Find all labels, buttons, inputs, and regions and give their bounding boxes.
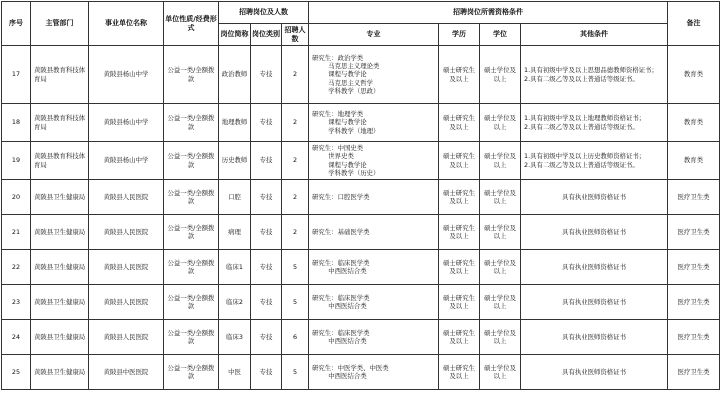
row-post-type: 专技 bbox=[251, 142, 282, 180]
row-edu: 硕士研究生及以上 bbox=[439, 215, 480, 250]
row-count: 2 bbox=[282, 142, 309, 180]
row-count: 2 bbox=[282, 180, 309, 215]
table-row bbox=[2, 180, 720, 215]
row-nature: 公益一类/全额拨款 bbox=[164, 355, 219, 390]
row-major: 研究生：基础医学类 bbox=[309, 215, 439, 250]
row-nature: 公益一类/全额拨款 bbox=[164, 104, 219, 142]
table-row bbox=[2, 320, 720, 355]
recruitment-table bbox=[1, 1, 720, 390]
row-nature: 公益一类/全额拨款 bbox=[164, 250, 219, 285]
row-seq: 21 bbox=[2, 215, 31, 250]
row-edu: 硕士研究生及以上 bbox=[439, 250, 480, 285]
row-seq: 22 bbox=[2, 250, 31, 285]
row-unit: 黄陂县人民医院 bbox=[89, 180, 164, 215]
row-dept: 黄陂县教育科技体育局 bbox=[31, 104, 89, 142]
header-nature: 单位性质/经费形式 bbox=[164, 2, 219, 46]
row-post: 临床3 bbox=[219, 320, 251, 355]
row-unit: 黄陂县人民医院 bbox=[89, 285, 164, 320]
row-post: 地理教师 bbox=[219, 104, 251, 142]
header-edu: 学历 bbox=[439, 24, 480, 46]
row-edu: 硕士研究生及以上 bbox=[439, 285, 480, 320]
row-dept: 黄陂县卫生健康局 bbox=[31, 215, 89, 250]
row-note: 医疗卫生类 bbox=[668, 355, 720, 390]
header-recruit-group: 招聘岗位及人数 bbox=[219, 2, 309, 24]
row-major: 研究生：中医学类、中医类 中西医结合类 bbox=[309, 355, 439, 390]
row-post: 政治教师 bbox=[219, 46, 251, 104]
row-unit: 黄陂县中医医院 bbox=[89, 355, 164, 390]
row-post-type: 专技 bbox=[251, 250, 282, 285]
row-note: 医疗卫生类 bbox=[668, 180, 720, 215]
row-other: 具有执业医师资格证书 bbox=[521, 180, 668, 215]
row-note: 医疗卫生类 bbox=[668, 215, 720, 250]
row-seq: 18 bbox=[2, 104, 31, 142]
row-major: 研究生：地理学类 课程与教学论 学科教学（地理） bbox=[309, 104, 439, 142]
row-post-type: 专技 bbox=[251, 104, 282, 142]
row-major: 研究生：临床医学类 中西医结合类 bbox=[309, 320, 439, 355]
row-dept: 黄陂县卫生健康局 bbox=[31, 250, 89, 285]
row-degree: 硕士学位及以上 bbox=[480, 320, 521, 355]
table-body bbox=[2, 46, 720, 390]
row-post: 口腔 bbox=[219, 180, 251, 215]
row-other: 1.具有初级中学及以上地理教师资格证书； 2.具有二级乙等及以上普通话等级证书。 bbox=[521, 104, 668, 142]
row-dept: 黄陂县教育科技体育局 bbox=[31, 46, 89, 104]
row-note: 医疗卫生类 bbox=[668, 250, 720, 285]
row-seq: 20 bbox=[2, 180, 31, 215]
row-unit: 黄陂县人民医院 bbox=[89, 215, 164, 250]
row-degree: 硕士学位及以上 bbox=[480, 142, 521, 180]
row-dept: 黄陂县卫生健康局 bbox=[31, 355, 89, 390]
row-post-type: 专技 bbox=[251, 285, 282, 320]
header-degree: 学位 bbox=[480, 24, 521, 46]
row-edu: 硕士研究生及以上 bbox=[439, 46, 480, 104]
table-row bbox=[2, 355, 720, 390]
row-nature: 公益一类/全额拨款 bbox=[164, 215, 219, 250]
row-note: 医疗卫生类 bbox=[668, 285, 720, 320]
row-nature: 公益一类/全额拨款 bbox=[164, 320, 219, 355]
row-edu: 硕士研究生及以上 bbox=[439, 104, 480, 142]
row-nature: 公益一类/全额拨款 bbox=[164, 46, 219, 104]
row-count: 5 bbox=[282, 285, 309, 320]
row-post: 历史教师 bbox=[219, 142, 251, 180]
row-dept: 黄陂县卫生健康局 bbox=[31, 320, 89, 355]
row-post-type: 专技 bbox=[251, 215, 282, 250]
row-other: 具有执业医师资格证书 bbox=[521, 285, 668, 320]
row-other: 具有执业医师资格证书 bbox=[521, 320, 668, 355]
header-dept: 主管部门 bbox=[31, 2, 89, 46]
row-edu: 硕士研究生及以上 bbox=[439, 142, 480, 180]
row-nature: 公益一类/全额拨款 bbox=[164, 285, 219, 320]
row-post: 病理 bbox=[219, 215, 251, 250]
row-edu: 硕士研究生及以上 bbox=[439, 355, 480, 390]
row-note: 教育类 bbox=[668, 46, 720, 104]
header-seq: 序号 bbox=[2, 2, 31, 46]
header-major: 专业 bbox=[309, 24, 439, 46]
row-unit: 黄陂县人民医院 bbox=[89, 250, 164, 285]
row-major: 研究生：临床医学类 中西医结合类 bbox=[309, 285, 439, 320]
row-major: 研究生：中国史类 世界史类 课程与教学论 学科教学（历史） bbox=[309, 142, 439, 180]
row-post-type: 专技 bbox=[251, 355, 282, 390]
table-row bbox=[2, 142, 720, 180]
row-nature: 公益一类/全额拨款 bbox=[164, 180, 219, 215]
row-note: 医疗卫生类 bbox=[668, 320, 720, 355]
row-post: 中医 bbox=[219, 355, 251, 390]
row-count: 6 bbox=[282, 320, 309, 355]
row-post-type: 专技 bbox=[251, 320, 282, 355]
row-dept: 黄陂县卫生健康局 bbox=[31, 285, 89, 320]
row-count: 2 bbox=[282, 215, 309, 250]
row-seq: 23 bbox=[2, 285, 31, 320]
row-other: 具有执业医师资格证书 bbox=[521, 250, 668, 285]
table-row bbox=[2, 46, 720, 104]
row-degree: 硕士学位及以上 bbox=[480, 215, 521, 250]
row-unit: 黄陂县杨山中学 bbox=[89, 46, 164, 104]
row-seq: 19 bbox=[2, 142, 31, 180]
row-count: 5 bbox=[282, 250, 309, 285]
row-degree: 硕士学位及以上 bbox=[480, 180, 521, 215]
table-row bbox=[2, 285, 720, 320]
row-degree: 硕士学位及以上 bbox=[480, 104, 521, 142]
header-other: 其他条件 bbox=[521, 24, 668, 46]
row-note: 教育类 bbox=[668, 142, 720, 180]
row-count: 5 bbox=[282, 355, 309, 390]
header-post-type: 岗位类别 bbox=[251, 24, 282, 46]
row-other: 具有执业医师资格证书 bbox=[521, 215, 668, 250]
row-edu: 硕士研究生及以上 bbox=[439, 180, 480, 215]
row-count: 2 bbox=[282, 46, 309, 104]
table-row bbox=[2, 215, 720, 250]
row-other: 具有执业医师资格证书 bbox=[521, 355, 668, 390]
row-post-type: 专技 bbox=[251, 46, 282, 104]
row-major: 研究生：口腔医学类 bbox=[309, 180, 439, 215]
header-qual-group: 招聘岗位所需资格条件 bbox=[309, 2, 668, 24]
row-other: 1.具有初级中学及以上历史教师资格证书； 2.具有二级乙等及以上普通话等级证书。 bbox=[521, 142, 668, 180]
row-other: 1.具有初级中学及以上思想品德教师资格证书； 2.具有二级乙等及以上普通话等级证书。 bbox=[521, 46, 668, 104]
row-unit: 黄陂县杨山中学 bbox=[89, 104, 164, 142]
row-dept: 黄陂县卫生健康局 bbox=[31, 180, 89, 215]
row-degree: 硕士学位及以上 bbox=[480, 355, 521, 390]
row-post: 临床2 bbox=[219, 285, 251, 320]
row-unit: 黄陂县人民医院 bbox=[89, 320, 164, 355]
row-degree: 硕士学位及以上 bbox=[480, 250, 521, 285]
row-edu: 硕士研究生及以上 bbox=[439, 320, 480, 355]
header-post-name: 岗位简称 bbox=[219, 24, 251, 46]
row-seq: 17 bbox=[2, 46, 31, 104]
header-note: 备注 bbox=[668, 2, 720, 46]
table-row bbox=[2, 250, 720, 285]
row-degree: 硕士学位及以上 bbox=[480, 46, 521, 104]
header-count: 招聘人数 bbox=[282, 24, 309, 46]
row-dept: 黄陂县教育科技体育局 bbox=[31, 142, 89, 180]
row-nature: 公益一类/全额拨款 bbox=[164, 142, 219, 180]
table-row bbox=[2, 104, 720, 142]
row-post-type: 专技 bbox=[251, 180, 282, 215]
row-note: 教育类 bbox=[668, 104, 720, 142]
row-major: 研究生：政治学类 马克思主义理论类 课程与教学论 马克思主义哲学 学科教学（思政） bbox=[309, 46, 439, 104]
row-major: 研究生：临床医学类 中西医结合类 bbox=[309, 250, 439, 285]
header-unit: 事业单位名称 bbox=[89, 2, 164, 46]
row-degree: 硕士学位及以上 bbox=[480, 285, 521, 320]
row-unit: 黄陂县杨山中学 bbox=[89, 142, 164, 180]
row-count: 2 bbox=[282, 104, 309, 142]
row-post: 临床1 bbox=[219, 250, 251, 285]
row-seq: 24 bbox=[2, 320, 31, 355]
row-seq: 25 bbox=[2, 355, 31, 390]
